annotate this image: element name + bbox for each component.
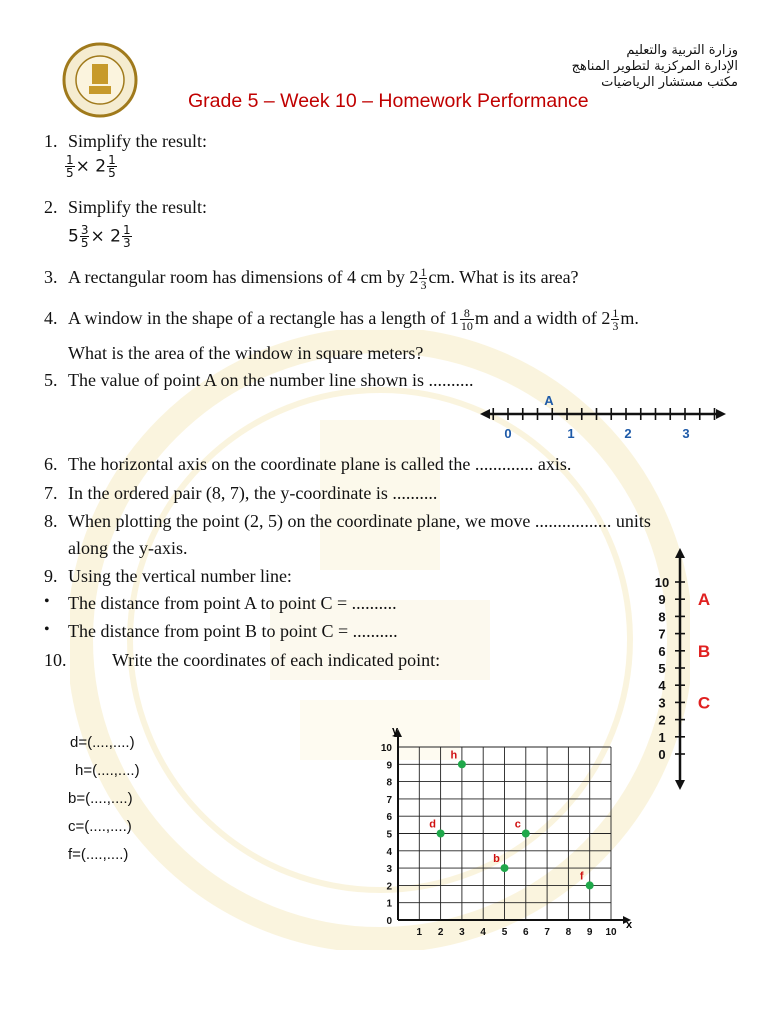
y-tick-label: 3 — [386, 864, 392, 876]
q1-expression — [64, 154, 118, 179]
point-b — [501, 864, 509, 872]
vertical-line-label: 2 — [658, 712, 666, 728]
vertical-line-label: 5 — [658, 661, 666, 676]
q9-bullet-1: • — [44, 593, 50, 610]
q2-whole-1: 5 — [68, 226, 79, 247]
q4-text — [68, 307, 639, 332]
q1-numerator-2: 1 — [108, 153, 116, 167]
vertical-line-label: 1 — [658, 729, 666, 745]
point-label-c: c — [514, 818, 521, 831]
number-line-label-1: 1 — [567, 426, 575, 441]
vertical-line-point-b: B — [697, 641, 711, 661]
x-tick-label: 3 — [459, 927, 465, 938]
point-label-f: f — [579, 870, 584, 883]
answer-b: b=(....,....) — [68, 790, 133, 807]
q9-distance-a-c: The distance from point A to point C = .......... — [68, 593, 397, 613]
q1-text: Simplify the result: — [68, 131, 207, 151]
q7-number: 7. — [44, 483, 58, 503]
q10-text: Write the coordinates of each indicated point: — [112, 650, 441, 670]
q2-denominator-2: 3 — [122, 236, 131, 250]
y-axis-label: y — [392, 725, 399, 737]
q2-whole-2: 2 — [110, 226, 121, 247]
q3-text — [68, 266, 579, 291]
x-tick-label: 6 — [523, 927, 529, 938]
y-tick-label: 2 — [386, 881, 392, 893]
q4-denominator-2: 3 — [612, 319, 619, 334]
vertical-line-label: 10 — [654, 575, 670, 590]
y-tick-label: 7 — [386, 794, 392, 806]
vertical-line-point-a: A — [697, 590, 711, 610]
q4-number: 4. — [44, 308, 58, 328]
vertical-line-label: 4 — [658, 678, 666, 694]
q3-text-after: cm. What is its area? — [428, 267, 579, 287]
ministry-logo — [62, 42, 138, 118]
vertical-line-label: 6 — [658, 643, 666, 659]
q1-denominator-1: 5 — [66, 166, 74, 180]
number-line-label-2: 2 — [624, 426, 632, 441]
q1-number: 1. — [44, 131, 58, 151]
y-tick-label: 8 — [386, 777, 392, 789]
vertical-number-line — [640, 546, 720, 792]
q4-numerator-2: 1 — [612, 306, 619, 321]
x-tick-label: 1 — [416, 927, 423, 938]
x-tick-label: 9 — [586, 927, 593, 938]
q8-number: 8. — [44, 511, 58, 531]
y-tick-label: 9 — [386, 760, 392, 772]
y-tick-label: 5 — [386, 829, 392, 841]
point-c — [522, 830, 530, 838]
q4-denominator-1: 10 — [460, 319, 473, 334]
point-label-b: b — [493, 853, 500, 866]
q2-number: 2. — [44, 197, 58, 217]
vertical-line-point-c: C — [697, 693, 711, 713]
q2-numerator-1: 3 — [80, 223, 89, 237]
q1-whole-2: 2 — [95, 156, 107, 177]
y-tick-label: 6 — [386, 812, 392, 824]
q4-text-line2: What is the area of the window in square meters? — [68, 343, 424, 363]
q2-expression — [68, 224, 133, 249]
q1-operator: × — [75, 156, 90, 177]
q3-number: 3. — [44, 267, 58, 287]
q9-number: 9. — [44, 566, 58, 586]
q4-text-after: m. — [620, 308, 639, 328]
point-f — [586, 881, 594, 889]
arabic-office-line: مكتب مستشار الرياضيات — [601, 75, 738, 90]
coordinate-plane — [350, 722, 640, 948]
vertical-line-label: 8 — [658, 609, 666, 625]
point-h — [458, 760, 466, 768]
arabic-department-line: الإدارة المركزية لتطوير المناهج — [571, 59, 738, 74]
number-line-label-3: 3 — [682, 426, 690, 441]
point-label-h: h — [450, 749, 458, 762]
q9-distance-b-c: The distance from point B to point C = .......... — [68, 621, 398, 641]
y-tick-label: 10 — [380, 743, 392, 754]
x-tick-label: 10 — [605, 927, 617, 938]
number-line-point-a: A — [544, 393, 554, 408]
point-d — [437, 830, 445, 838]
q9-text: Using the vertical number line: — [68, 566, 292, 586]
y-tick-label: 1 — [386, 898, 392, 910]
q6-text: The horizontal axis on the coordinate plane is called the ............. axis. — [68, 454, 572, 474]
q3-text-before: A rectangular room has dimensions of 4 cm by 2 — [68, 267, 419, 287]
q4-numerator-1: 8 — [460, 307, 474, 320]
q2-operator: × — [90, 226, 105, 247]
q1-denominator-2: 5 — [108, 166, 116, 180]
answer-c: c=(....,....) — [68, 818, 132, 835]
vertical-line-label: 3 — [658, 695, 666, 711]
number-line — [478, 392, 728, 444]
q2-denominator-1: 5 — [80, 236, 89, 250]
q8-text-line2: along the y-axis. — [68, 538, 188, 558]
y-tick-label: 4 — [386, 846, 392, 858]
x-tick-label: 2 — [437, 927, 444, 938]
q2-numerator-2: 1 — [122, 223, 131, 237]
x-axis-label: x — [626, 919, 633, 931]
x-tick-label: 8 — [565, 927, 572, 938]
q10-number: 10. — [44, 650, 67, 670]
x-tick-label: 4 — [480, 927, 486, 938]
q5-number: 5. — [44, 370, 58, 390]
q7-text: In the ordered pair (8, 7), the y-coordinate is .......... — [68, 483, 438, 503]
answer-f: f=(....,....) — [68, 846, 129, 863]
arabic-ministry-line: وزارة التربية والتعليم — [626, 43, 738, 58]
q8-text: When plotting the point (2, 5) on the coordinate plane, we move ................. units — [68, 511, 651, 531]
q6-number: 6. — [44, 454, 58, 474]
vertical-line-label: 7 — [658, 626, 666, 642]
number-line-label-0: 0 — [504, 426, 512, 441]
q1-numerator-1: 1 — [66, 153, 74, 167]
page-title: Grade 5 – Week 10 – Homework Performance — [188, 90, 589, 112]
x-tick-label: 5 — [501, 927, 508, 938]
answer-h: h=(....,....) — [75, 762, 140, 779]
q2-text: Simplify the result: — [68, 197, 207, 217]
q9-bullet-2: • — [44, 621, 50, 638]
vertical-line-label: 0 — [658, 747, 666, 762]
q5-text: The value of point A on the number line shown is .......... — [68, 370, 474, 390]
q4-text-mid: m and a width of 2 — [474, 308, 611, 328]
q3-denominator: 3 — [420, 278, 427, 293]
vertical-line-label: 9 — [658, 592, 666, 608]
q4-text-before: A window in the shape of a rectangle has a length of 1 — [68, 308, 459, 328]
y-tick-label: 0 — [386, 916, 392, 927]
answer-d: d=(....,....) — [70, 734, 135, 751]
point-label-d: d — [429, 818, 436, 831]
q3-numerator: 1 — [420, 265, 427, 280]
x-tick-label: 7 — [544, 927, 550, 938]
